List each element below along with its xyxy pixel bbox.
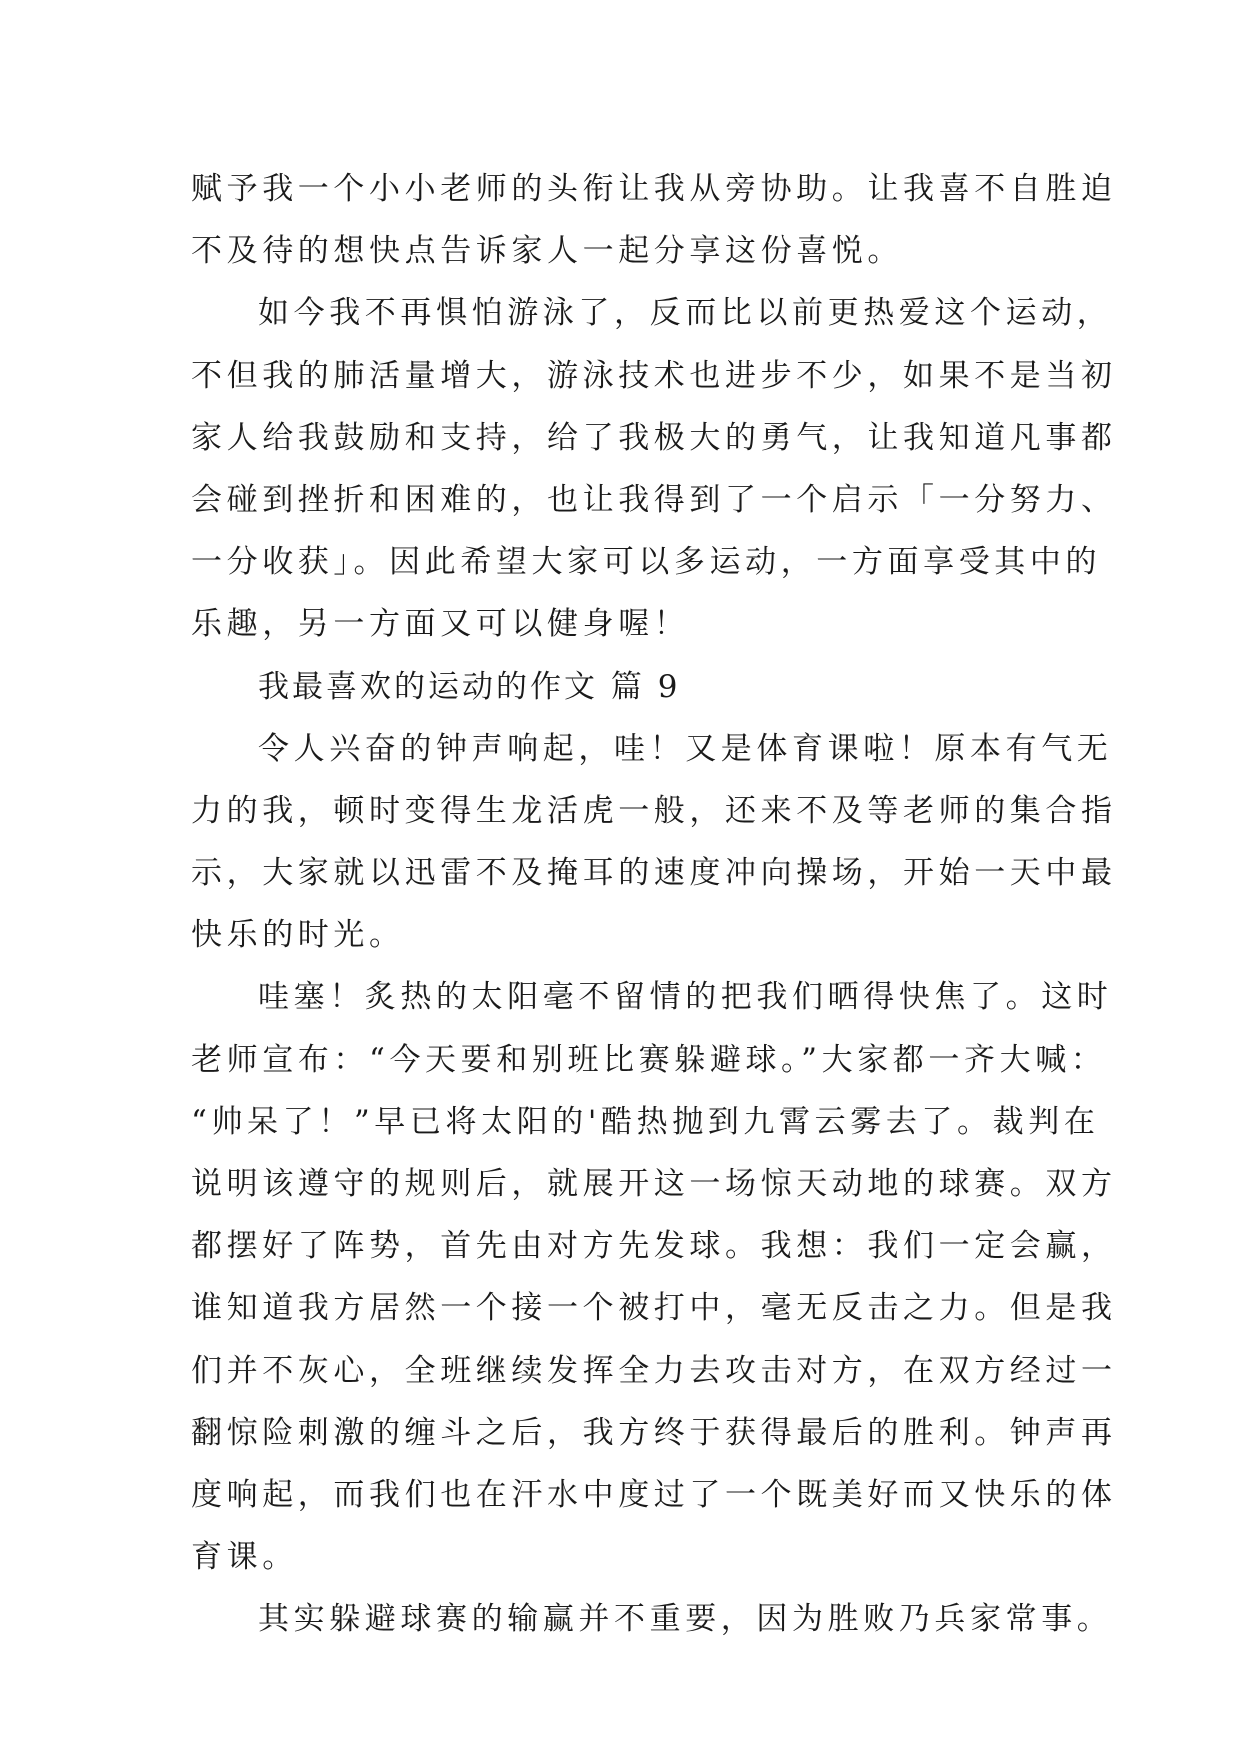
text-line: 赋予我一个小小老师的头衔让我从旁协助。让我喜不自胜迫: [191, 171, 1117, 207]
text-line: 老师宣布：“今天要和别班比赛躲避球。”大家都一齐大喊：: [191, 1041, 1107, 1078]
text-line: 翻惊险刺激的缠斗之后，我方终于获得最后的胜利。钟声再: [191, 1414, 1117, 1451]
text-line: “帅呆了！”早已将太阳的'酷热抛到九霄云雾去了。裁判在: [191, 1103, 1100, 1140]
text-line: 乐趣，另一方面又可以健身喔！: [191, 606, 690, 643]
paragraph-start-line: 如今我不再惧怕游泳了，反而比以前更热爱这个运动，: [258, 295, 1113, 332]
document-body: [191, 158, 1117, 1651]
text-line: 度响起，而我们也在汗水中度过了一个既美好而又快乐的体: [191, 1476, 1117, 1513]
text-line: 们并不灰心，全班继续发挥全力去攻击对方，在双方经过一: [191, 1352, 1117, 1389]
text-line: 说明该遵守的规则后，就展开这一场惊天动地的球赛。双方: [191, 1166, 1117, 1202]
text-line: 示，大家就以迅雷不及掩耳的速度冲向操场，开始一天中最: [191, 855, 1117, 892]
text-line: 育课。: [191, 1539, 298, 1576]
text-line: 会碰到挫折和困难的，也让我得到了一个启示「一分努力、: [191, 481, 1117, 518]
text-line: 都摆好了阵势，首先由对方先发球。我想：我们一定会赢，: [191, 1228, 1117, 1265]
paragraph-start-line: 哇塞！炙热的太阳毫不留情的把我们晒得快焦了。这时: [258, 979, 1113, 1016]
text-line: 家人给我鼓励和支持，给了我极大的勇气，让我知道凡事都: [191, 419, 1117, 456]
text-line: 不及待的想快点告诉家人一起分享这份喜悦。: [191, 233, 903, 270]
text-line: 力的我，顿时变得生龙活虎一般，还来不及等老师的集合指: [191, 792, 1117, 829]
text-line: 快乐的时光。: [191, 917, 405, 954]
section-heading: 我最喜欢的运动的作文 篇 9: [258, 668, 681, 705]
text-line: 谁知道我方居然一个接一个被打中，毫无反击之力。但是我: [191, 1290, 1117, 1327]
paragraph-start-line: 令人兴奋的钟声响起，哇！又是体育课啦！原本有气无: [258, 730, 1113, 767]
text-line: 一分收获」。因此希望大家可以多运动，一方面享受其中的: [191, 544, 1102, 581]
paragraph-start-line: 其实躲避球赛的输赢并不重要，因为胜败乃兵家常事。: [258, 1601, 1113, 1638]
text-line: 不但我的肺活量增大，游泳技术也进步不少，如果不是当初: [191, 357, 1117, 394]
